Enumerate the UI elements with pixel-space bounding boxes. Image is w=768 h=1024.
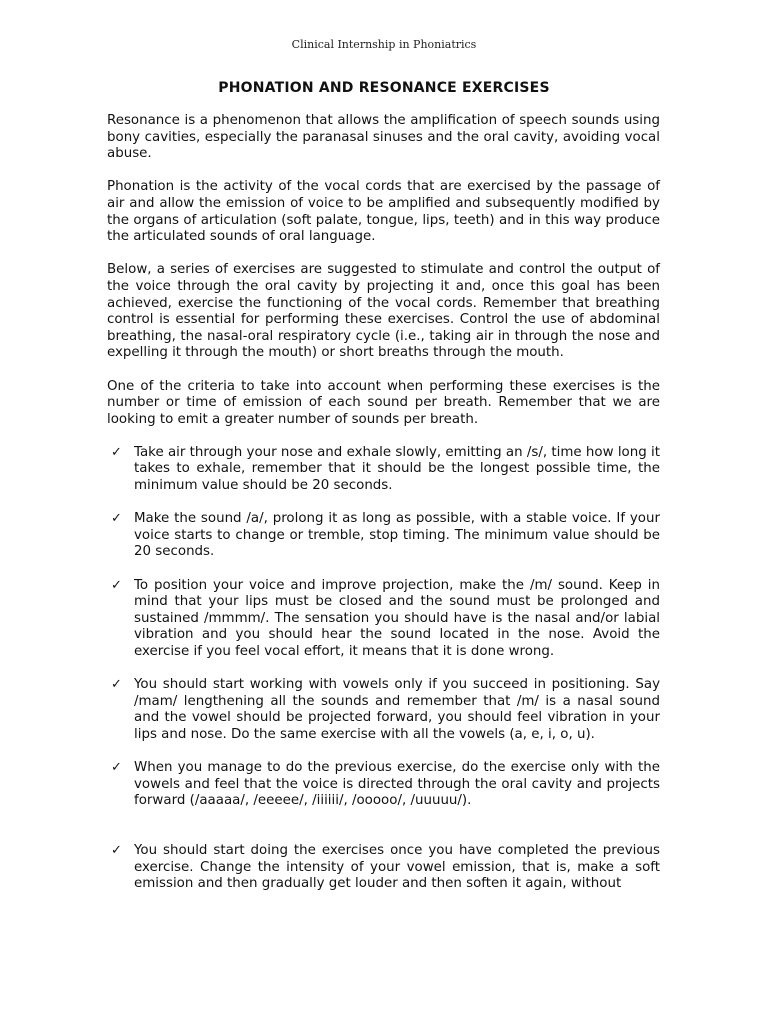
- paragraph-phonation: Phonation is the activity of the vocal cords that are exercised by the passage of air and allow the emission of voice to be amplified and subsequently modified by the organs of articulation (soft palate, tongue, lips, teeth) and in this way produce the articulated sounds of oral language.: [107, 179, 660, 245]
- exercise-text: You should start working with vowels only if you succeed in positioning. Say /mam/ lengthening all the sounds and remember that /m/ is a nasal sound and the vowel should be projected forward, you should feel vibration in your lips and nose. Do the same exercise with all the vowels (a, e, i, o, u).: [134, 677, 660, 742]
- list-item: [107, 760, 660, 810]
- exercise-text: When you manage to do the previous exercise, do the exercise only with the vowels and feel that the voice is directed through the oral cavity and projects forward (/aaaaa/, /eeeee/, /iiiiii/, /ooooo/, /uuuuu/).: [134, 760, 660, 809]
- checkmark-icon: ✓: [111, 677, 122, 693]
- document-body: [107, 113, 660, 909]
- checkmark-icon: ✓: [111, 842, 122, 858]
- exercise-text: Take air through your nose and exhale slowly, emitting an /s/, time how long it takes to exhale, remember that it should be the longest possible time, the minimum value should be 20 seconds.: [134, 444, 660, 494]
- paragraph-criteria: One of the criteria to take into account when performing these exercises is the number or time of emission of each sound per breath. Remember that we are looking to emit a greater number of sounds per breath.: [107, 378, 660, 427]
- checkmark-icon: ✓: [111, 577, 122, 593]
- checkmark-icon: ✓: [111, 444, 122, 460]
- list-item: [107, 677, 660, 743]
- exercise-text: Make the sound /a/, prolong it as long as possible, with a stable voice. If your voice starts to change or tremble, stop timing. The minimum value should be 20 seconds.: [134, 511, 660, 560]
- paragraph-exercises-intro: Below, a series of exercises are suggested to stimulate and control the output of the voice through the oral cavity by projecting it and, once this goal has been achieved, exercise the functioning of the vocal cords. Remember that breathing control is essential for performing these exercises. Control the use of abdominal breathing, the nasal-oral respiratory cycle (i.e., taking air in through the nose and expelling it through the mouth) or short breaths through the mouth.: [107, 262, 660, 361]
- list-item: [107, 843, 660, 893]
- running-header: Clinical Internship in Phoniatrics: [291, 38, 477, 51]
- list-item: [107, 511, 660, 561]
- checkmark-icon: ✓: [111, 760, 122, 776]
- page-title: PHONATION AND RESONANCE EXERCISES: [218, 80, 550, 96]
- exercise-text: You should start doing the exercises once you have completed the previous exercise. Change the intensity of your vowel emission, that is, make a soft emission and then gradually get louder and then soften it again, without: [134, 842, 660, 892]
- list-item: [107, 445, 660, 495]
- checkmark-icon: ✓: [111, 511, 122, 527]
- exercise-list: [107, 445, 660, 893]
- paragraph-resonance: Resonance is a phenomenon that allows the amplification of speech sounds using bony cavities, especially the paranasal sinuses and the oral cavity, avoiding vocal abuse.: [107, 113, 660, 162]
- list-item: [107, 578, 660, 661]
- exercise-text: To position your voice and improve projection, make the /m/ sound. Keep in mind that your lips must be closed and the sound must be prolonged and sustained /mmmm/. The sensation you should have is the nasal and/or labial vibration and you should hear the sound located in the nose. Avoid the exercise if you feel vocal effort, it means that it is done wrong.: [134, 577, 660, 659]
